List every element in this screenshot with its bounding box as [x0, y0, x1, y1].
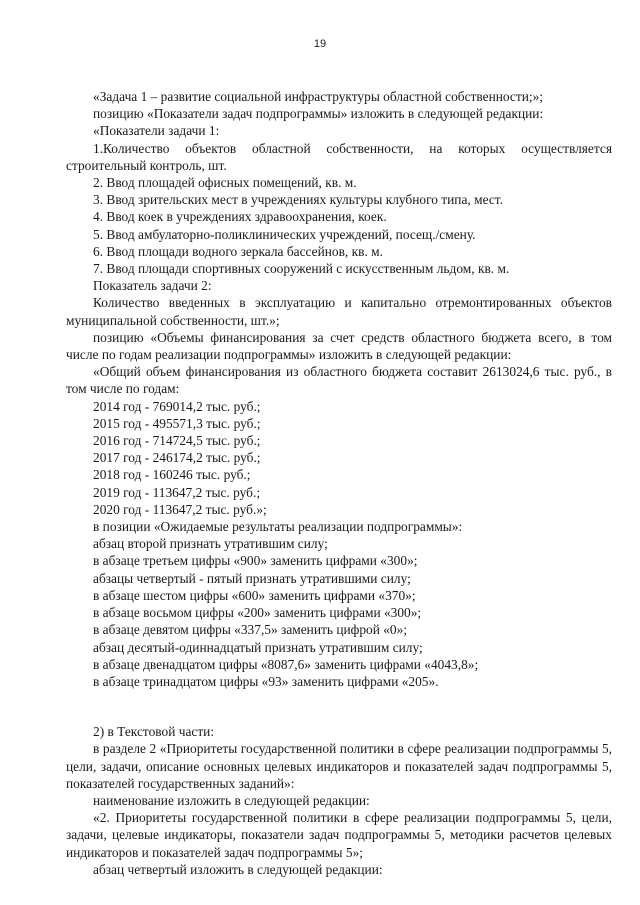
funding-year-line: 2014 год - 769014,2 тыс. руб.;	[93, 398, 261, 414]
section-spacer	[66, 690, 612, 723]
paragraph: 3. Ввод зрительских мест в учреждениях культуры клубного типа, мест.	[93, 192, 503, 208]
paragraph: в абзаце третьем цифры «900» заменить цифрами «300»;	[93, 553, 418, 569]
funding-year-line: 2018 год - 160246 тыс. руб.;	[93, 467, 251, 483]
paragraph: в абзаце девятом цифры «337,5» заменить цифрой «0»;	[93, 622, 408, 638]
paragraph: в абзаце шестом цифры «600» заменить цифрами «370»;	[93, 587, 416, 603]
paragraph: «Задача 1 – развитие социальной инфраструктуры областной собственности;»;	[93, 89, 544, 104]
funding-year-line: 2019 год - 113647,2 тыс. руб.;	[93, 484, 261, 500]
paragraph: 1.Количество объектов областной собственности, на которых осуществляется строительный контроль, шт.	[66, 140, 612, 173]
funding-year-line: 2020 год - 113647,2 тыс. руб.»;	[93, 501, 267, 517]
paragraph: в абзаце восьмом цифры «200» заменить цифрами «300»;	[93, 605, 422, 621]
paragraph: абзац десятый-одиннадцатый признать утратившим силу;	[93, 639, 423, 655]
paragraph: абзац второй признать утратившим силу;	[93, 536, 328, 552]
funding-year-line: 2015 год - 495571,3 тыс. руб.;	[93, 415, 261, 431]
paragraph: 2. Ввод площадей офисных помещений, кв. м.	[93, 175, 357, 191]
paragraph: 6. Ввод площади водного зеркала бассейнов, кв. м.	[93, 243, 383, 259]
paragraph: 5. Ввод амбулаторно-поликлинических учреждений, посещ./смену.	[93, 226, 476, 242]
paragraph: абзац четвертый изложить в следующей редакции:	[93, 861, 383, 877]
paragraph: в абзаце двенадцатом цифры «8087,6» заменить цифрами «4043,8»;	[93, 656, 479, 672]
paragraph: позицию «Объемы финансирования за счет средств областного бюджета всего, в том числе по годам реализации подпрограммы» изложить в следующей редакции:	[66, 329, 612, 363]
paragraph: абзацы четвертый - пятый признать утратившими силу;	[93, 570, 411, 586]
paragraph: в позиции «Ожидаемые результаты реализации подпрограммы»:	[93, 519, 463, 535]
document-body	[66, 88, 612, 878]
paragraph: в разделе 2 «Приоритеты государственной политики в сфере реализации подпрограммы 5, цели, задачи, описание основных целевых индикаторов и показателей задач подпрограммы 5, показателей государственных заданий»:	[66, 741, 612, 791]
paragraph: 4. Ввод коек в учреждениях здравоохранения, коек.	[93, 209, 387, 225]
paragraph: Количество введенных в эксплуатацию и капитально отремонтированных объектов муниципальной собственности, шт.»;	[66, 295, 612, 328]
paragraph: Показатель задачи 2:	[93, 278, 212, 294]
paragraph: наименование изложить в следующей редакции:	[93, 792, 370, 808]
page-number: 19	[313, 38, 327, 50]
paragraph: «2. Приоритеты государственной политики в сфере реализации подпрограммы 5, цели, задачи, целевые индикаторы, показатели задач подпрограммы 5, методики расчетов целевых индикаторов и показателей задач подпрограммы 5»;	[66, 810, 612, 860]
paragraph: «Показатели задачи 1:	[93, 123, 220, 139]
paragraph: позицию «Показатели задач подпрограммы» изложить в следующей редакции:	[93, 106, 544, 122]
paragraph: 7. Ввод площади спортивных сооружений с искусственным льдом, кв. м.	[93, 261, 510, 277]
funding-year-line: 2016 год - 714724,5 тыс. руб.;	[93, 433, 261, 449]
paragraph: в абзаце тринадцатом цифры «93» заменить цифрами «205».	[93, 673, 439, 689]
paragraph: 2) в Текстовой части:	[93, 724, 215, 740]
funding-year-line: 2017 год - 246174,2 тыс. руб.;	[93, 450, 261, 466]
paragraph: «Общий объем финансирования из областного бюджета составит 2613024,6 тыс. руб., в том числе по годам:	[66, 364, 612, 397]
